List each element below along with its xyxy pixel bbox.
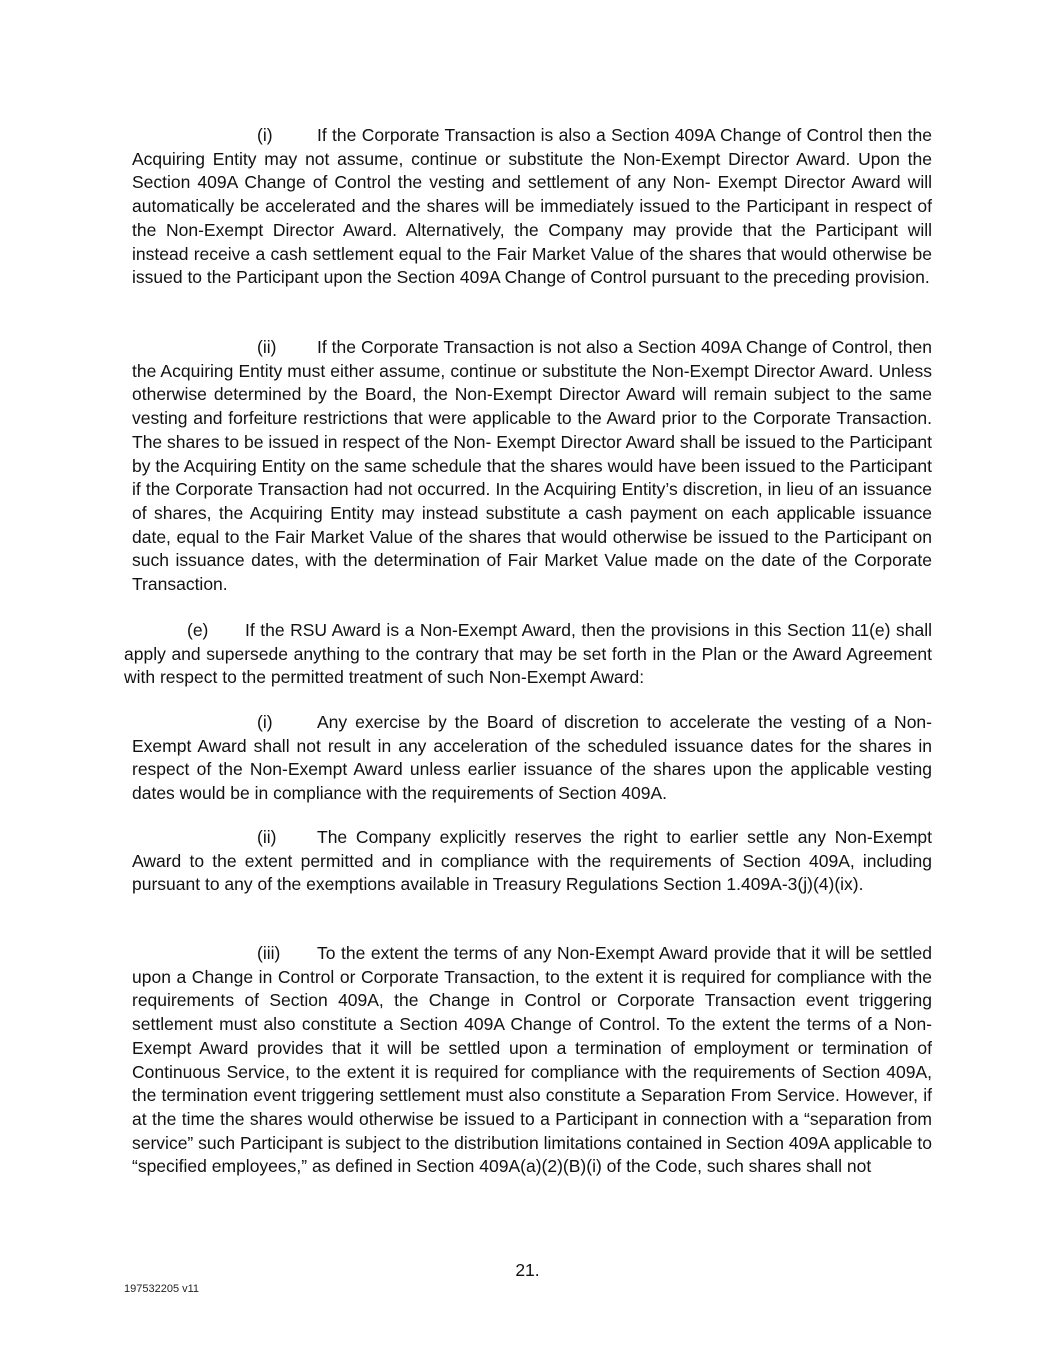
paragraph-d-i [132,124,932,290]
document-id: 197532205 v11 [124,1283,200,1295]
paragraph-text: If the Corporate Transaction is not also a Section 409A Change of Control, then the Acquiring Entity must either assume, continue or substitute the Non-Exempt Director Award. Unless otherwise determined by the Board, the Non-Exempt Director Award will remain subject to the same vesting and forfeiture restrictions that were applicable to the Award prior to the Corporate Transaction. The shares to be issued in respect of the Non- Exempt Director Award shall be issued to the Participant by the Acquiring Entity on the same schedule that the shares would have been issued to the Participant if the Corporate Transaction had not occurred. In the Acquiring Entity’s discretion, in lieu of an issuance of shares, the Acquiring Entity may instead substitute a cash payment on each applicable issuance date, equal to the Fair Market Value of the shares that would otherwise be issued to the Participant on such issuance dates, with the determination of Fair Market Value made on the date of the Corporate Transaction. [132,337,932,595]
paragraph-text: To the extent the terms of any Non-Exempt Award provide that it will be settled upon a Change in Control or Corporate Transaction, to the extent it is required for compliance with the requirements of Section 409A, the Change in Control or Corporate Transaction event triggering settlement must also constitute a Section 409A Change of Control. To the extent the terms of a Non-Exempt Award provides that it will be settled upon a termination of employment or termination of Continuous Service, to the extent it is required for compliance with the requirements of Section 409A, the termination event triggering settlement must also constitute a Separation From Service. However, if at the time the shares would otherwise be issued to a Participant in connection with a “separation from service” such Participant is subject to the distribution limitations contained in Section 409A applicable to “specified employees,” as defined in Section 409A(a)(2)(B)(i) of the Code, such shares shall not [132,943,932,1177]
paragraph-marker: (iii) [257,943,281,963]
paragraph-e-ii [132,826,932,897]
paragraph-e-iii [132,942,932,1179]
paragraph-e [124,619,932,690]
paragraph-text: Any exercise by the Board of discretion to accelerate the vesting of a Non-Exempt Award shall not result in any acceleration of the scheduled issuance dates for the shares in respect of the Non-Exempt Award unless earlier issuance of the shares upon the applicable vesting dates would be in compliance with the requirements of Section 409A. [132,712,932,804]
paragraph-d-ii [132,336,932,597]
paragraph-text: The Company explicitly reserves the right to earlier settle any Non-Exempt Award to the extent permitted and in compliance with the requirements of Section 409A, including pursuant to any of the exemptions available in Treasury Regulations Section 1.409A-3(j)(4)(ix). [132,827,932,895]
paragraph-e-i [132,711,932,806]
paragraph-marker: (i) [257,712,273,732]
paragraph-text: If the RSU Award is a Non-Exempt Award, then the provisions in this Section 11(e) shall apply and supersede anything to the contrary that may be set forth in the Plan or the Award Agreement with respect to the permitted treatment of such Non-Exempt Award: [124,620,932,688]
paragraph-marker: (e) [187,620,209,640]
paragraph-marker: (i) [257,125,273,145]
page-number: 21. [515,1260,540,1280]
paragraph-text: If the Corporate Transaction is also a Section 409A Change of Control then the Acquiring Entity may not assume, continue or substitute the Non-Exempt Director Award. Upon the Section 409A Change of Control the vesting and settlement of any Non- Exempt Director Award will automatically be accelerated and the shares will be immediately issued to the Participant in respect of the Non-Exempt Director Award. Alternatively, the Company may provide that the Participant will instead receive a cash settlement equal to the Fair Market Value of the shares that would otherwise be issued to the Participant upon the Section 409A Change of Control pursuant to the preceding provision. [132,125,932,288]
paragraph-marker: (ii) [257,827,277,847]
paragraph-marker: (ii) [257,337,277,357]
